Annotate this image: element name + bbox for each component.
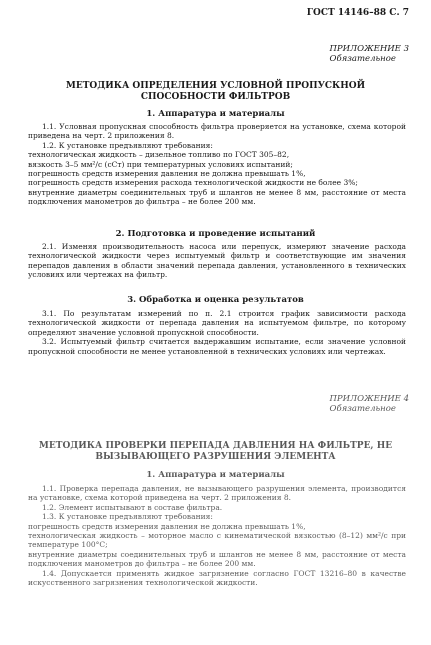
paragraph: 1.2. К установке предъявляют требования: <box>42 140 213 150</box>
section-3-heading: 3. Обработка и оценка результатов <box>127 295 304 305</box>
paragraph: погрешность средств измерения давления не должна превышать 1%, <box>28 521 306 531</box>
paragraph: внутренние диаметры соединительных труб и шлангов не менее 8 мм, расстояние от места подключения манометров до фильтра – не более 200 мм. <box>28 549 406 569</box>
paragraph: вязкость 3–5 мм²/с (сСт) при температурных условиях испытаний; <box>28 159 293 169</box>
section-1-body <box>28 122 406 207</box>
page-header: ГОСТ 14146–88 С. 7 <box>306 8 409 18</box>
method-2-title: МЕТОДИКА ПРОВЕРКИ ПЕРЕПАДА ДАВЛЕНИЯ НА ФИЛЬТРЕ, НЕ ВЫЗЫВАЮЩЕГО РАЗРУШЕНИЯ ЭЛЕМЕНТА <box>38 441 393 462</box>
paragraph: технологическая жидкость – моторное масло с кинематической вязкостью (8–12) мм²/с при температуре 100°C; <box>28 531 406 550</box>
paragraph: 1.2. Элемент испытывают в составе фильтра. <box>42 502 223 512</box>
paragraph: технологическая жидкость – дизельное топливо по ГОСТ 305–82, <box>28 150 290 160</box>
section-1-body <box>28 484 406 587</box>
method-1-title: МЕТОДИКА ОПРЕДЕЛЕНИЯ УСЛОВНОЙ ПРОПУСКНОЙ СПОСОБНОСТИ ФИЛЬТРОВ <box>65 81 366 102</box>
appendix-3-label <box>329 44 409 64</box>
paragraph: 3.2. Испытуемый фильтр считается выдержавшим испытание, если значение условной пропускной способности не менее установленной в технических условиях или чертежах. <box>28 337 406 356</box>
paragraph: погрешность средств измерения расхода технологической жидкости не более 3%; <box>28 178 358 188</box>
paragraph: 2.1. Изменяя производительность насоса или перепуск, измеряют значение расхода технологической жидкости через испытуемый фильтр и соответствующие им значения перепадов давления в области значений перепада давления, установленного в технических условиях или чертежах на фильтр. <box>28 242 406 280</box>
paragraph: 1.1. Проверка перепада давления, не вызывающего разрушения элемента, производится на установке, схема которой приведена на черт. 2 приложения 8. <box>28 484 406 503</box>
section-2-heading: 2. Подготовка и проведение испытаний <box>115 229 316 239</box>
paragraph: 1.3. К установке предъявляют требования: <box>42 512 213 522</box>
section-2-body <box>28 242 406 280</box>
paragraph: погрешность средств измерения давления не должна превышать 1%, <box>28 169 306 179</box>
appendix-status: Обязательное <box>329 404 396 414</box>
section-1-heading: 1. Аппаратура и материалы <box>146 470 285 480</box>
appendix-4-label <box>329 394 409 414</box>
paragraph: внутренние диаметры соединительных труб и шлангов не менее 8 мм, расстояние от места подключения манометров до фильтра – не более 200 мм. <box>28 187 406 207</box>
appendix-number: ПРИЛОЖЕНИЕ 4 <box>329 394 409 404</box>
appendix-status: Обязательное <box>329 54 396 64</box>
section-1-heading: 1. Аппаратура и материалы <box>146 109 285 119</box>
appendix-number: ПРИЛОЖЕНИЕ 3 <box>329 44 409 54</box>
paragraph: 3.1. По результатам измерений по п. 2.1 строится график зависимости расхода технологической жидкости от перепада давления на испытуемом фильтре, по которому определяют значение условной пропускной способности. <box>28 309 406 337</box>
paragraph: 1.4. Допускается применять жидкое загрязнение согласно ГОСТ 13216–80 в качестве искусственного загрязнения технологической жидкости. <box>28 568 406 588</box>
section-3-body <box>28 309 406 356</box>
paragraph: 1.1. Условная пропускная способность фильтра проверяется на установке, схема которой приведена на черт. 2 приложения 8. <box>28 122 406 141</box>
